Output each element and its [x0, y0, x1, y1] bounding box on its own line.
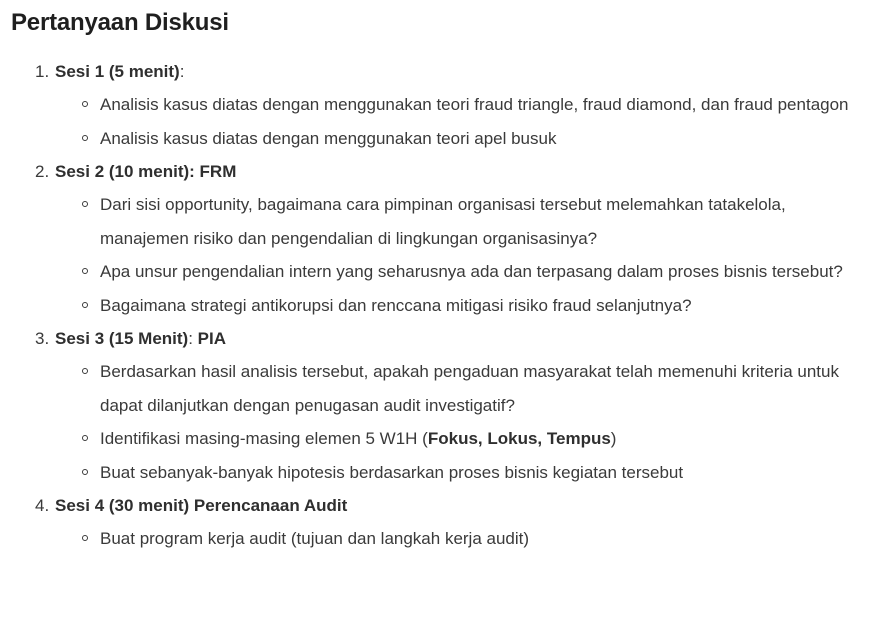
session-points [55, 522, 896, 556]
session-points [55, 88, 896, 155]
session-suffix-bold: PIA [197, 329, 227, 348]
session-label: Sesi 3 (15 Menit) [55, 329, 189, 348]
circle-bullet-icon [82, 302, 88, 308]
circle-bullet-icon [82, 101, 88, 107]
session-label: Sesi 2 (10 menit): FRM [55, 162, 237, 181]
session-heading [55, 55, 896, 88]
session-list [11, 55, 896, 556]
list-item [100, 522, 896, 556]
point-text: Identifikasi masing-masing elemen 5 W1H ( [100, 429, 428, 448]
list-item [100, 456, 896, 490]
session-item-1 [11, 55, 896, 155]
session-number: 3. [35, 329, 50, 348]
point-text-bold: Fokus, Lokus, Tempus [427, 429, 611, 448]
point-text-after: ) [610, 429, 617, 448]
session-suffix: : [188, 329, 198, 348]
session-heading [55, 489, 896, 522]
point-text: Berdasarkan hasil analisis tersebut, apakah pengaduan masyarakat telah memenuhi kriteria untuk dapat dilanjutkan dengan penugasan audit investigatif? [100, 362, 839, 415]
session-item-3 [11, 322, 896, 489]
list-item [100, 289, 896, 323]
circle-bullet-icon [82, 201, 88, 207]
circle-bullet-icon [82, 469, 88, 475]
page-title: Pertanyaan Diskusi [11, 9, 229, 36]
point-text: Bagaimana strategi antikorupsi dan renccana mitigasi risiko fraud selanjutnya? [100, 295, 692, 315]
session-heading [55, 322, 896, 355]
circle-bullet-icon [82, 435, 88, 441]
circle-bullet-icon [82, 535, 88, 541]
list-item [100, 355, 896, 422]
session-label: Sesi 1 (5 menit) [55, 62, 180, 81]
point-text: Apa unsur pengendalian intern yang seharusnya ada dan terpasang dalam proses bisnis tersebut? [100, 262, 843, 281]
circle-bullet-icon [82, 268, 88, 274]
point-text: Dari sisi opportunity, bagaimana cara pimpinan organisasi tersebut melemahkan tatakelola, manajemen risiko dan pengendalian di lingkungan organisasinya? [100, 195, 786, 248]
session-points [55, 355, 896, 489]
list-item [100, 88, 896, 122]
point-text: Analisis kasus diatas dengan menggunakan teori fraud triangle, fraud diamond, dan fraud pentagon [100, 95, 849, 114]
session-suffix: : [179, 62, 185, 81]
point-text: Buat program kerja audit (tujuan dan langkah kerja audit) [100, 529, 530, 548]
session-item-4 [11, 489, 896, 556]
list-item [100, 255, 896, 289]
session-points [55, 188, 896, 322]
circle-bullet-icon [82, 368, 88, 374]
session-label: Sesi 4 (30 menit) Perencanaan Audit [55, 496, 348, 515]
session-item-2 [11, 155, 896, 322]
circle-bullet-icon [82, 135, 88, 141]
point-text: Analisis kasus diatas dengan menggunakan teori apel busuk [100, 128, 557, 148]
point-text: Buat sebanyak-banyak hipotesis berdasarkan proses bisnis kegiatan tersebut [100, 462, 684, 482]
session-number: 2. [35, 162, 50, 181]
list-item [100, 422, 896, 456]
session-number: 4. [35, 496, 50, 515]
session-heading [55, 155, 896, 188]
list-item [100, 122, 896, 156]
list-item [100, 188, 896, 255]
session-number: 1. [35, 62, 50, 81]
